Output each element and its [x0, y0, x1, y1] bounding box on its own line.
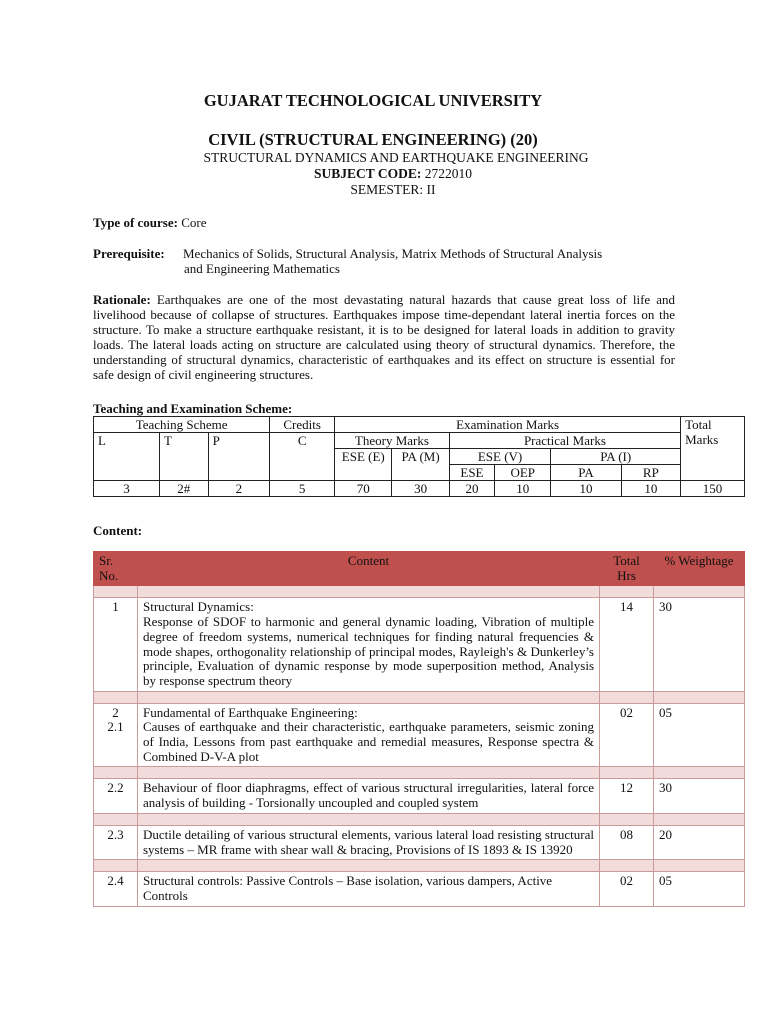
row-text: Ductile detailing of various structural elements, various lateral load resisting structural systems – MR frame with shear wall & bracing, Provisions of IS 1893 & IS 13920	[138, 825, 600, 859]
scheme-values-row	[94, 481, 745, 497]
course-type-label: Type of course:	[93, 215, 178, 230]
pa-i-header: PA (I)	[551, 449, 681, 465]
scheme-value: 150	[681, 481, 745, 497]
sr-no-header: Sr. No.	[94, 552, 138, 586]
row-content	[138, 703, 600, 767]
prerequisite-line2: and Engineering Mathematics	[184, 261, 340, 276]
row-weight: 05	[654, 872, 745, 906]
table-band	[94, 813, 745, 825]
row-title: Fundamental of Earthquake Engineering:	[143, 704, 358, 720]
row-sr-main: 2	[112, 704, 119, 720]
prerequisite-line1: Mechanics of Solids, Structural Analysis, Matrix Methods of Structural Analysis	[183, 246, 603, 261]
row-sr: 1	[94, 598, 138, 691]
subject-code-label: SUBJECT CODE:	[313, 166, 422, 181]
semester: SEMESTER: II	[350, 182, 436, 197]
table-row	[94, 825, 745, 859]
scheme-value: 2	[208, 481, 270, 497]
scheme-table	[93, 416, 745, 497]
content-header-row	[94, 552, 745, 586]
pa-m-header: PA (M)	[392, 449, 449, 481]
subject-code	[93, 166, 693, 182]
scheme-value: 5	[270, 481, 335, 497]
row-hrs: 02	[600, 703, 654, 767]
prerequisite	[93, 246, 733, 276]
rationale-label: Rationale:	[93, 292, 151, 307]
t-header: T	[159, 433, 208, 481]
rp-header: RP	[621, 465, 680, 481]
program-title: CIVIL (STRUCTURAL ENGINEERING) (20)	[208, 130, 538, 149]
credits-header: Credits	[270, 417, 335, 433]
table-band	[94, 860, 745, 872]
total-marks-header: Total Marks	[681, 417, 745, 481]
rationale-text: Earthquakes are one of the most devastating natural hazards that cause great loss of life and livelihood because of collapse of structures. Earthquakes impose time-dependant lateral inertia forces on the structure. To make a structure earthquake resistant, it is to be designed for lateral loads in addition to gravity loads. The lateral loads acting on structure are calculated using theory of structural dynamics. Therefore, the understanding of structural dynamics, characteristic of earthquakes and its effect on structure is essential for safe design of civil engineering structures.	[93, 292, 676, 382]
table-band	[94, 586, 745, 598]
scheme-value: 70	[335, 481, 392, 497]
scheme-value: 20	[449, 481, 494, 497]
row-hrs: 08	[600, 825, 654, 859]
row-sr: 2.4	[94, 872, 138, 906]
practical-marks-header: Practical Marks	[449, 433, 680, 449]
table-row	[94, 872, 745, 906]
row-title: Structural Dynamics:	[143, 599, 254, 615]
row-text: Structural controls: Passive Controls – Base isolation, various dampers, Active Controls	[138, 872, 600, 906]
table-band	[94, 767, 745, 779]
teaching-scheme-header: Teaching Scheme	[94, 417, 270, 433]
weightage-header: % Weightage	[654, 552, 745, 586]
row-text: Behaviour of floor diaphragms, effect of various structural irregularities, lateral force analysis of building - Torsionally uncoupled and coupled system	[138, 779, 600, 813]
row-sr: 2.3	[94, 825, 138, 859]
course-type-value: Core	[181, 215, 207, 230]
row-sr: 2.2	[94, 779, 138, 813]
row-weight: 30	[654, 779, 745, 813]
c-header: C	[270, 433, 335, 481]
scheme-value: 10	[495, 481, 551, 497]
scheme-value: 30	[392, 481, 449, 497]
scheme-title: Teaching and Examination Scheme:	[93, 401, 293, 416]
table-row	[94, 779, 745, 813]
content-title: Content:	[93, 523, 143, 538]
scheme-value: 10	[551, 481, 621, 497]
row-weight: 20	[654, 825, 745, 859]
course-type	[93, 215, 207, 230]
scheme-value: 3	[94, 481, 160, 497]
ese-v-header: ESE (V)	[449, 449, 551, 465]
scheme-value: 10	[621, 481, 680, 497]
row-weight: 30	[654, 598, 745, 691]
row-sr	[94, 703, 138, 767]
examination-marks-header: Examination Marks	[335, 417, 681, 433]
prerequisite-label: Prerequisite:	[93, 246, 165, 261]
content-header: Content	[138, 552, 600, 586]
l-header: L	[94, 433, 160, 481]
ese-header: ESE	[449, 465, 494, 481]
row-hrs: 12	[600, 779, 654, 813]
ese-e-header: ESE (E)	[335, 449, 392, 481]
row-content	[138, 598, 600, 691]
table-row	[94, 703, 745, 767]
scheme-value: 2#	[159, 481, 208, 497]
pa-header: PA	[551, 465, 621, 481]
p-header: P	[208, 433, 270, 481]
row-hrs: 02	[600, 872, 654, 906]
row-text: Causes of earthquake and their characteristic, earthquake parameters, seismic zoning of India, Lessons from past earthquake and remedial measures, Response spectra & Combined D-V-A plot	[143, 719, 594, 764]
table-band	[94, 691, 745, 703]
subject-code-value: 2722010	[424, 166, 473, 181]
rationale	[93, 292, 675, 382]
table-row	[94, 598, 745, 691]
theory-marks-header: Theory Marks	[335, 433, 450, 449]
row-text: Response of SDOF to harmonic and general dynamic loading, Vibration of multiple degree of freedom systems, numerical techniques for finding natural frequencies & mode shapes, orthogonality relationship of principal modes, Rayleigh's & Dunkerley’s principle, Evaluation of dynamic response by mode superposition method, Analysis by response spectrum theory	[143, 614, 594, 688]
row-hrs: 14	[600, 598, 654, 691]
row-weight: 05	[654, 703, 745, 767]
university-title: GUJARAT TECHNOLOGICAL UNIVERSITY	[203, 91, 543, 110]
row-sr-sub: 2.1	[107, 719, 124, 735]
content-table	[93, 551, 745, 907]
oep-header: OEP	[495, 465, 551, 481]
subject-name: STRUCTURAL DYNAMICS AND EARTHQUAKE ENGINEERING	[203, 150, 589, 165]
total-hrs-header: Total Hrs	[600, 552, 654, 586]
